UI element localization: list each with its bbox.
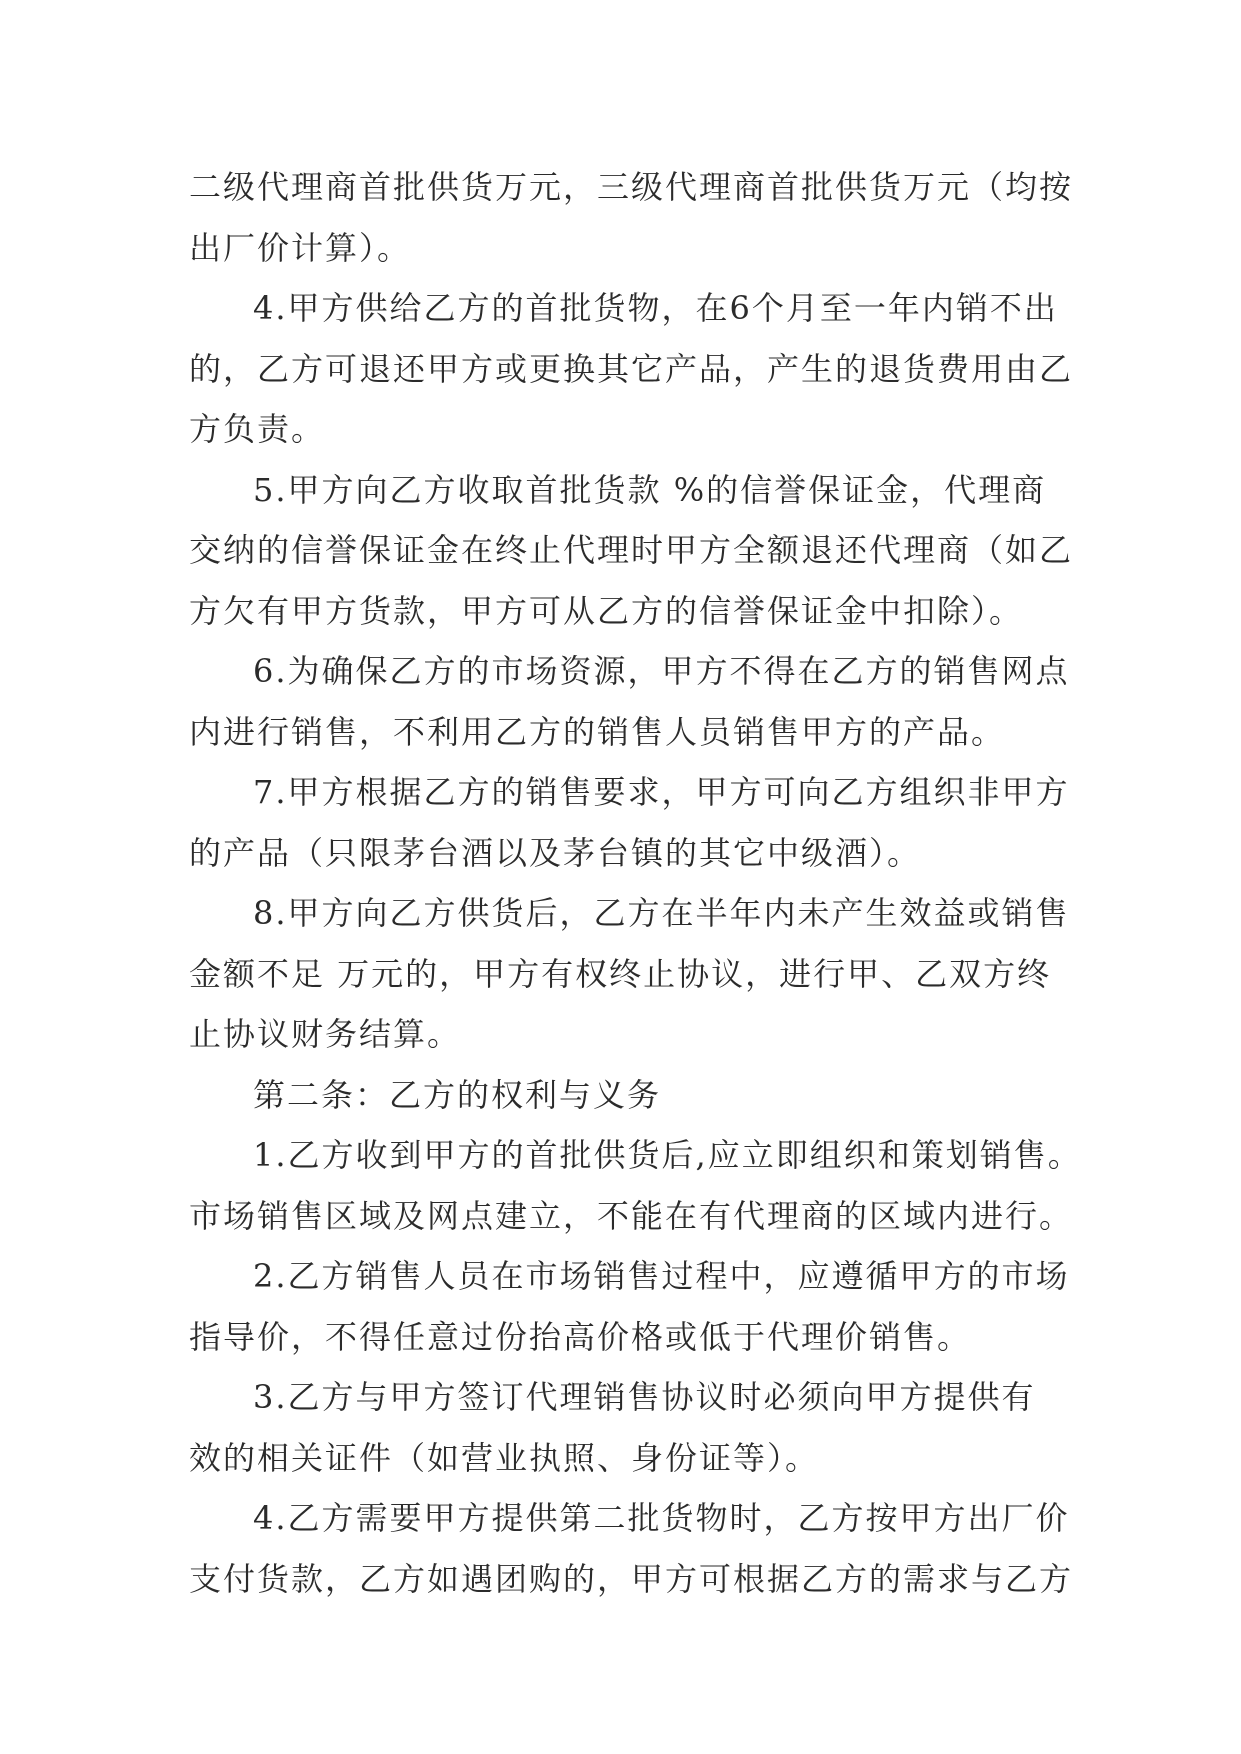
text-line: 效的相关证件（如营业执照、身份证等）。 — [189, 1438, 820, 1477]
text-line: 内进行销售，不利用乙方的销售人员销售甲方的产品。 — [189, 712, 1006, 751]
text-line: 8.甲方向乙方供货后，乙方在半年内未产生效益或销售 — [253, 894, 1070, 932]
text-line: 方欠有甲方货款，甲方可从乙方的信誉保证金中扣除）。 — [189, 591, 1024, 630]
text-line: 止协议财务结算。 — [189, 1015, 462, 1053]
text-line: 出厂价计算）。 — [189, 228, 412, 267]
text-line: 支付货款，乙方如遇团购的，甲方可根据乙方的需求与乙方 — [189, 1559, 1074, 1598]
text-line: 4.甲方供给乙方的首批货物，在6个月至一年内销不出 — [253, 289, 1058, 327]
text-line: 6.为确保乙方的市场资源，甲方不得在乙方的销售网点 — [253, 652, 1070, 690]
text-line: 2.乙方销售人员在市场销售过程中，应遵循甲方的市场 — [253, 1257, 1070, 1295]
text-line: 3.乙方与甲方签订代理销售协议时必须向甲方提供有 — [253, 1378, 1036, 1416]
text-line: 4.乙方需要甲方提供第二批货物时，乙方按甲方出厂价 — [253, 1499, 1070, 1537]
text-line: 市场销售区域及网点建立，不能在有代理商的区域内进行。 — [189, 1196, 1074, 1235]
text-line: 5.甲方向乙方收取首批货款 %的信誉保证金，代理商 — [253, 470, 1047, 509]
text-line: 交纳的信誉保证金在终止代理时甲方全额退还代理商（如乙 — [189, 531, 1074, 569]
text-line: 二级代理商首批供货万元，三级代理商首批供货万元（均按 — [189, 168, 1074, 206]
text-line: 1.乙方收到甲方的首批供货后,应立即组织和策划销售。 — [253, 1136, 1082, 1174]
text-line: 7.甲方根据乙方的销售要求，甲方可向乙方组织非甲方 — [253, 773, 1070, 811]
document-body — [189, 157, 1082, 1609]
text-line: 的，乙方可退还甲方或更换其它产品，产生的退货费用由乙 — [189, 349, 1074, 388]
text-line: 指导价，不得任意过份抬高价格或低于代理价销售。 — [189, 1317, 972, 1356]
text-line: 的产品（只限茅台酒以及茅台镇的其它中级酒）。 — [189, 833, 922, 872]
text-line: 金额不足 万元的，甲方有权终止协议，进行甲、乙双方终 — [189, 954, 1052, 993]
text-line: 第二条：乙方的权利与义务 — [253, 1075, 662, 1114]
text-line: 方负责。 — [189, 410, 326, 448]
